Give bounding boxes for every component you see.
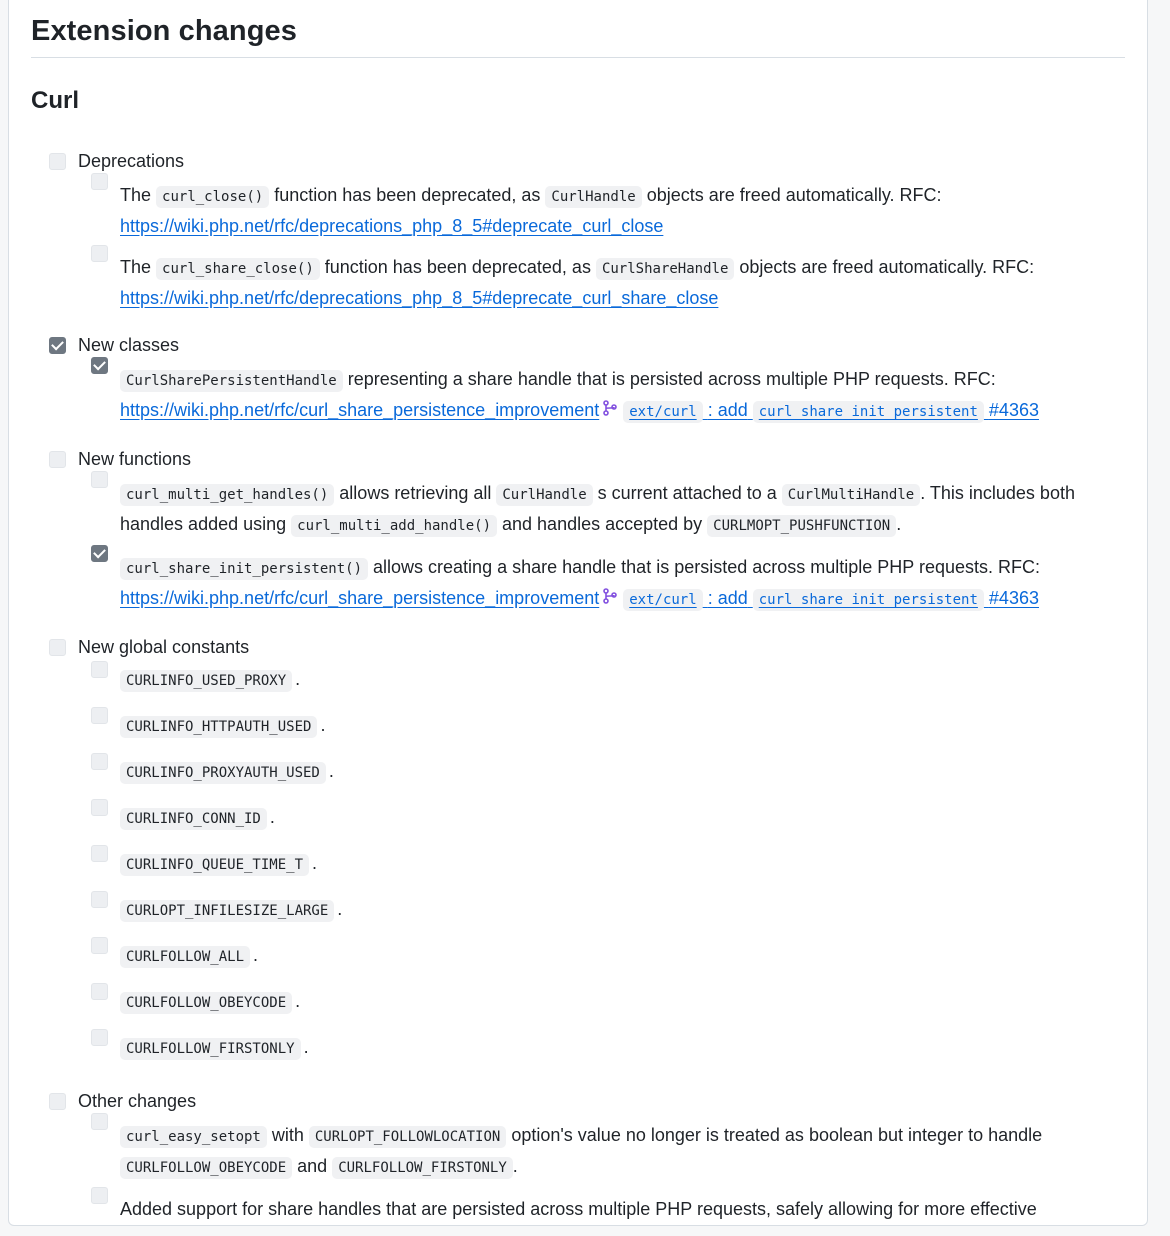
inline-code: CurlMultiHandle — [782, 484, 920, 506]
checkbox[interactable] — [91, 799, 108, 816]
list-item: The curl_share_close() function has been deprecated, as CurlShareHandle objects are freed automatically. RFC: https://wiki.php.net/rfc/deprecations_php_8_5#deprecate_curl_share_close — [91, 253, 1109, 313]
checkbox[interactable] — [91, 1029, 108, 1046]
inline-code: CURLINFO_PROXYAUTH_USED — [120, 762, 326, 784]
list-item: curl_share_init_persistent() allows creating a share handle that is persisted across multiple PHP requests. RFC: https://wiki.php.net/rfc/curl_share_persistence_improvement ext/curl : add curl_share_init_persistent #4363 — [91, 553, 1109, 615]
group-label: New global constants — [78, 636, 250, 657]
list-item: curl_multi_get_handles() allows retrieving all CurlHandle s current attached to a CurlMultiHandle . This includes both handles added using curl_multi_add_handle() and handles accepted by CURLMOPT_PUSHFUNCTION . — [91, 479, 1109, 541]
inline-code: curl_easy_setopt — [120, 1126, 267, 1148]
checkbox[interactable] — [91, 937, 108, 954]
inline-code: CURLINFO_QUEUE_TIME_T — [120, 854, 309, 876]
constant-item: CURLINFO_CONN_ID . — [91, 805, 1109, 831]
inline-code: CURLFOLLOW_OBEYCODE — [120, 992, 292, 1014]
checkbox-checked[interactable] — [91, 357, 108, 374]
group-label: Other changes — [78, 1090, 197, 1111]
constant-list — [91, 667, 1109, 1061]
inline-code: CurlSharePersistentHandle — [120, 370, 343, 392]
constant-item: CURLFOLLOW_ALL . — [91, 943, 1109, 969]
list-item: Added support for share handles that are persisted across multiple PHP requests, safely allowing for more effective — [91, 1195, 1109, 1224]
pr-link[interactable]: ext/curl : add curl_share_init_persistent #4363 — [623, 588, 1039, 608]
section-title: Curl — [31, 87, 79, 114]
inline-code: CurlHandle — [496, 484, 592, 506]
constant-item: CURLINFO_USED_PROXY . — [91, 667, 1109, 693]
group-label: New classes — [78, 334, 180, 355]
constant-item: CURLFOLLOW_FIRSTONLY . — [91, 1035, 1109, 1061]
checkbox[interactable] — [49, 451, 66, 468]
inline-code: CURLOPT_FOLLOWLOCATION — [309, 1126, 506, 1148]
list-item: curl_easy_setopt with CURLOPT_FOLLOWLOCATION option's value no longer is treated as boolean but integer to handle CURLFOLLOW_OBEYCODE and CURLFOLLOW_FIRSTONLY . — [91, 1121, 1109, 1183]
checkbox[interactable] — [91, 1187, 108, 1204]
inline-code: CURLINFO_USED_PROXY — [120, 670, 292, 692]
inline-code: curl_multi_get_handles() — [120, 484, 334, 506]
rfc-link[interactable]: https://wiki.php.net/rfc/deprecations_php_8_5#deprecate_curl_share_close — [120, 288, 719, 308]
checkbox[interactable] — [91, 1113, 108, 1130]
checkbox-checked[interactable] — [49, 337, 66, 354]
git-branch-icon — [603, 589, 617, 608]
list-item: The curl_close() function has been deprecated, as CurlHandle objects are freed automatically. RFC: https://wiki.php.net/rfc/deprecations_php_8_5#deprecate_curl_close — [91, 181, 1109, 241]
git-branch-icon — [603, 401, 617, 420]
checkbox[interactable] — [91, 753, 108, 770]
page-title: Extension changes — [31, 15, 1125, 58]
checkbox[interactable] — [91, 845, 108, 862]
rfc-link[interactable]: https://wiki.php.net/rfc/curl_share_persistence_improvement — [120, 400, 600, 420]
group-new-constants — [49, 627, 1109, 1061]
rfc-link[interactable]: https://wiki.php.net/rfc/deprecations_php_8_5#deprecate_curl_close — [120, 216, 664, 236]
inline-code: CURLOPT_INFILESIZE_LARGE — [120, 900, 334, 922]
inline-code: CURLFOLLOW_FIRSTONLY — [332, 1157, 513, 1179]
task-list — [49, 141, 1109, 1236]
rfc-link[interactable]: https://wiki.php.net/rfc/curl_share_persistence_improvement — [120, 588, 600, 608]
inline-code: curl_close() — [156, 186, 269, 208]
checkbox[interactable] — [91, 245, 108, 262]
group-label: Deprecations — [78, 150, 185, 171]
checkbox[interactable] — [91, 891, 108, 908]
inline-code: CURLFOLLOW_FIRSTONLY — [120, 1038, 301, 1060]
checkbox[interactable] — [91, 983, 108, 1000]
pr-link[interactable]: ext/curl : add curl_share_init_persistent #4363 — [623, 400, 1039, 420]
inline-code: CURLMOPT_PUSHFUNCTION — [707, 515, 896, 537]
group-new-functions — [49, 439, 1109, 615]
group-other-changes — [49, 1081, 1109, 1224]
checkbox[interactable] — [91, 471, 108, 488]
inline-code: CurlHandle — [545, 186, 641, 208]
checkbox[interactable] — [49, 1093, 66, 1110]
list-item: CurlSharePersistentHandle representing a share handle that is persisted across multiple PHP requests. RFC: https://wiki.php.net/rfc/curl_share_persistence_improvement ext/curl : add curl_share_init_persistent #4363 — [91, 365, 1109, 427]
inline-code: curl_share_init_persistent() — [120, 558, 368, 580]
inline-code: CURLINFO_CONN_ID — [120, 808, 267, 830]
inline-code: curl_share_close() — [156, 258, 320, 280]
inline-code: CURLFOLLOW_OBEYCODE — [120, 1157, 292, 1179]
inline-code: curl_multi_add_handle() — [291, 515, 497, 537]
checkbox[interactable] — [49, 153, 66, 170]
inline-code: CURLFOLLOW_ALL — [120, 946, 250, 968]
checkbox[interactable] — [91, 661, 108, 678]
constant-item: CURLINFO_HTTPAUTH_USED . — [91, 713, 1109, 739]
checkbox[interactable] — [91, 707, 108, 724]
checkbox[interactable] — [49, 639, 66, 656]
group-deprecations — [49, 141, 1109, 313]
constant-item: CURLINFO_PROXYAUTH_USED . — [91, 759, 1109, 785]
group-label: New functions — [78, 448, 192, 469]
inline-code: CurlShareHandle — [596, 258, 734, 280]
constant-item: CURLFOLLOW_OBEYCODE . — [91, 989, 1109, 1015]
constant-item: CURLOPT_INFILESIZE_LARGE . — [91, 897, 1109, 923]
group-new-classes — [49, 325, 1109, 427]
checkbox-checked[interactable] — [91, 545, 108, 562]
release-notes-card — [8, 0, 1148, 1226]
constant-item: CURLINFO_QUEUE_TIME_T . — [91, 851, 1109, 877]
checkbox[interactable] — [91, 173, 108, 190]
inline-code: CURLINFO_HTTPAUTH_USED — [120, 716, 317, 738]
